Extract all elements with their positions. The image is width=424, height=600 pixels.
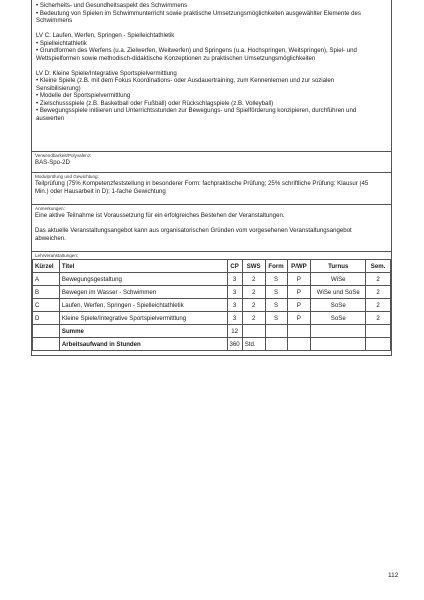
cell-empty [287, 338, 311, 351]
section-label: Modulprüfung und Gewichtung: [35, 174, 99, 179]
table-row [33, 312, 391, 325]
content-line: LV D: Kleine Spiele/Integrative Sportspielvermittlung [36, 69, 177, 77]
section-label: Verwendbarkeit/Polyvalenz: [35, 153, 92, 158]
cell-titel: Bewegen im Wasser - Schwimmen [59, 286, 227, 299]
cell-cp: 3 [227, 299, 242, 312]
cell-titel: Bewegungsgestaltung [59, 273, 227, 286]
cell-empty [242, 325, 265, 338]
cell-empty [366, 325, 391, 338]
cell-pwp: P [287, 286, 311, 299]
cell-sws: 2 [242, 273, 265, 286]
header-kuerzel: Kürzel [33, 260, 60, 273]
content-line: LV C: Laufen, Werfen, Springen - Spielleichtathletik [36, 32, 175, 39]
modulpruefung-section [31, 173, 392, 205]
section-label: Lehrveranstaltungen: [35, 253, 79, 258]
header-form: Form [265, 260, 287, 273]
cell-form: S [265, 312, 287, 325]
arbeitsaufwand-label: Arbeitsaufwand in Stunden [59, 338, 227, 351]
summe-label: Summe [59, 325, 227, 338]
table-header-row [33, 260, 391, 273]
content-line: • Bewegungsspiele initiieren und Unterrichtsstunden zur Bewegungs- und Spielförderung konzipieren, durchführen und [36, 107, 357, 114]
summe-row [33, 325, 391, 338]
section-label: Anmerkungen: [35, 206, 65, 211]
section-text: Das aktuelle Veranstaltungsangebot kann aus organisatorischen Gründen vom vorgesehenen Veranstaltungsangebot [35, 227, 352, 234]
cell-cp: 3 [227, 273, 242, 286]
cell-turnus: SoSe [311, 312, 366, 325]
verwendbarkeit-section [31, 152, 392, 173]
cell-pwp: P [287, 312, 311, 325]
header-sem: Sem. [366, 260, 391, 273]
spacer [36, 25, 387, 33]
section-text: Eine aktive Teilnahme ist Voraussetzung für ein erfolgreiches Bestehen der Veranstaltungen. [35, 212, 285, 219]
cell-pwp: P [287, 299, 311, 312]
summe-cp: 12 [227, 325, 242, 338]
cell-sem: 2 [366, 273, 391, 286]
section-text: Min.) oder Hausarbeit in D); 1-fache Gewichtung [35, 187, 166, 195]
cell-turnus: WiSe [311, 273, 366, 286]
cell-cp: 3 [227, 312, 242, 325]
cell-empty [366, 338, 391, 351]
courses-table [32, 259, 391, 351]
cell-pwp: P [287, 273, 311, 286]
cell-empty [265, 325, 287, 338]
header-titel: Titel [59, 260, 227, 273]
cell-empty [265, 338, 287, 351]
content-line: Wettspielformen sowie methodisch-didaktische Konzeptionen zu praktischen Umsetzungsmöglichkeiten [36, 54, 316, 62]
cell-kuerzel: A [33, 273, 60, 286]
table-row [33, 299, 391, 312]
table-row [33, 273, 391, 286]
header-turnus: Turnus [311, 260, 366, 273]
anmerkungen-section [31, 205, 392, 252]
content-line: • Kleine Spiele (z.B. mit dem Fokus Koordinations- oder Ausdauertraining, zum Kennenlernen und zur sozialen [36, 77, 335, 84]
table-row [33, 286, 391, 299]
cell-kuerzel: C [33, 299, 60, 312]
cell-empty [33, 325, 60, 338]
arbeitsaufwand-value: 360 [227, 338, 242, 351]
content-line: • Bedeutung von Spielen im Schwimmunterricht sowie praktische Umsetzungsmöglichkeiten ausgewählter Elemente des [36, 9, 361, 17]
content-line: • Spielleichtathletik [36, 39, 87, 47]
content-line: • Sicherheits- und Gesundheitsaspekt des Schwimmens [36, 2, 188, 9]
cell-sem: 2 [366, 299, 391, 312]
cell-empty [311, 325, 366, 338]
cell-empty [287, 325, 311, 338]
header-cp: CP [227, 260, 242, 273]
section-text: abweichen. [35, 234, 66, 242]
cell-titel: Kleine Spiele/Integrative Sportspielvermittlung [59, 312, 227, 325]
header-pwp: P/WP [287, 260, 311, 273]
module-content-section [31, 0, 392, 152]
cell-titel: Laufen, Werfen, Springen - Spielleichtathletik [59, 299, 227, 312]
arbeitsaufwand-unit: Std. [242, 338, 265, 351]
cell-sws: 2 [242, 299, 265, 312]
cell-sem: 2 [366, 286, 391, 299]
cell-cp: 3 [227, 286, 242, 299]
lehrveranstaltungen-section [31, 252, 392, 356]
content-line: Sensibilisierung) [36, 84, 81, 92]
content-line: • Grundformen des Werfens (u.a. Zielwerfen, Weitwerfen) und Springens (u.a. Hochspringen, Weitspringen), Spiel- und [36, 47, 357, 54]
header-sws: SWS [242, 260, 265, 273]
content-line: auswerten [36, 114, 65, 122]
spacer [35, 220, 388, 228]
cell-form: S [265, 286, 287, 299]
section-text: BAS-Spo-2D [35, 159, 70, 166]
cell-sws: 2 [242, 312, 265, 325]
content-line: • Modelle der Sportspielvermittlung [36, 92, 131, 99]
cell-form: S [265, 299, 287, 312]
cell-empty [311, 338, 366, 351]
cell-sem: 2 [366, 312, 391, 325]
content-line: Schwimmens [36, 17, 73, 24]
cell-empty [33, 338, 60, 351]
cell-form: S [265, 273, 287, 286]
cell-kuerzel: D [33, 312, 60, 325]
page-number: 112 [388, 572, 399, 579]
content-line: • Zielschussspiele (z.B. Basketball oder Fußball) oder Rückschlagspiele (z.B. Volleyball) [36, 99, 274, 107]
cell-sws: 2 [242, 286, 265, 299]
section-text: Teilprüfung (75% Kompetenzfeststellung in besonderer Form: fachpraktische Prüfung; 25% schriftliche Prüfung: Klausur (45 [35, 180, 369, 187]
cell-turnus: SoSe [311, 299, 366, 312]
cell-kuerzel: B [33, 286, 60, 299]
cell-turnus: WiSe und SoSe [311, 286, 366, 299]
spacer [36, 62, 387, 70]
arbeitsaufwand-row [33, 338, 391, 351]
